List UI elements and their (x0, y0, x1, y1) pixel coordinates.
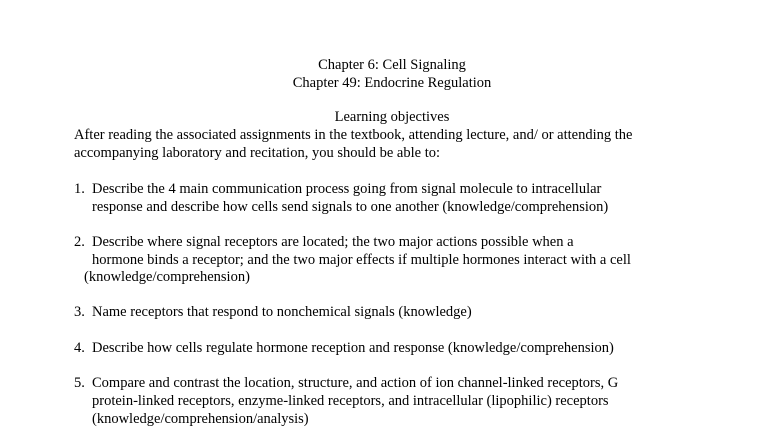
intro-line-1: After reading the associated assignments in the textbook, attending lecture, and/ or attending the (74, 127, 633, 143)
objective-number: 4. (74, 340, 85, 356)
objective-line: Describe the 4 main communication process going from signal molecule to intracellular (92, 181, 602, 197)
objective-number: 5. (74, 375, 85, 391)
objective-line: (knowledge/comprehension/analysis) (92, 411, 309, 427)
objective-line: Describe how cells regulate hormone reception and response (knowledge/comprehension) (92, 340, 614, 356)
objective-line: Describe where signal receptors are located; the two major actions possible when a (92, 234, 574, 250)
chapter-title-1: Chapter 6: Cell Signaling (318, 57, 466, 73)
objective-line: response and describe how cells send signals to one another (knowledge/comprehension) (92, 199, 609, 215)
objective-number: 1. (74, 181, 85, 197)
objective-line: (knowledge/comprehension) (84, 269, 250, 285)
objective-number: 2. (74, 234, 85, 250)
section-title: Learning objectives (334, 109, 450, 125)
objective-line: Compare and contrast the location, structure, and action of ion channel-linked receptors, G (92, 375, 619, 391)
intro-line-2: accompanying laboratory and recitation, you should be able to: (74, 145, 441, 161)
objective-line: hormone binds a receptor; and the two major effects if multiple hormones interact with a cell (92, 252, 631, 268)
objective-number: 3. (74, 304, 85, 320)
objective-line: Name receptors that respond to nonchemical signals (knowledge) (92, 304, 472, 320)
chapter-title-2: Chapter 49: Endocrine Regulation (292, 75, 492, 91)
objective-line: protein-linked receptors, enzyme-linked receptors, and intracellular (lipophilic) receptors (92, 393, 609, 409)
